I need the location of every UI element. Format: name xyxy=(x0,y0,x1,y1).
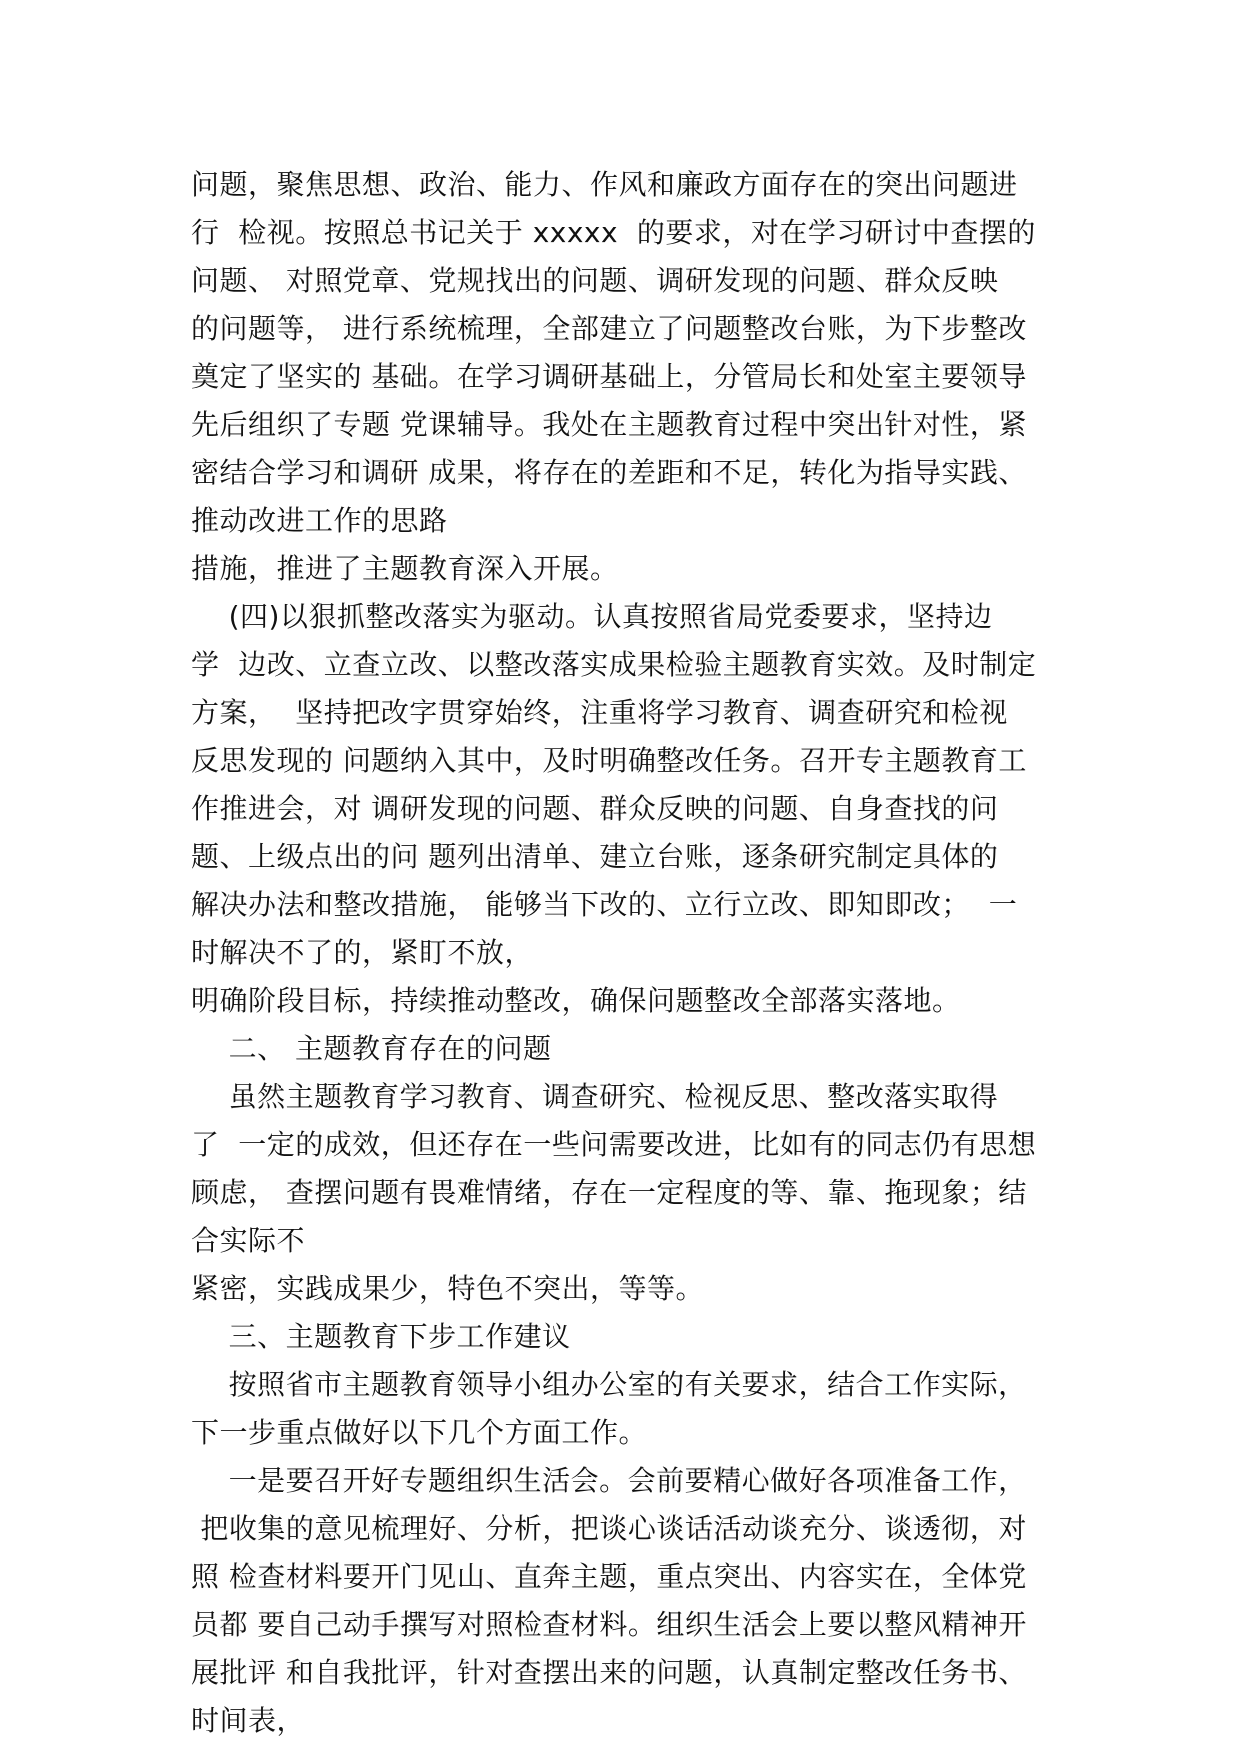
text-line: 下一步重点做好以下几个方面工作。 xyxy=(191,1416,648,1449)
text-line: 反思发现的 问题纳入其中，及时明确整改任务。召开专主题教育工 xyxy=(191,744,1027,777)
text-line: 照 检查材料要开门见山、直奔主题，重点突出、内容实在，全体党 xyxy=(191,1560,1027,1593)
text-line: 明确阶段目标，持续推动整改，确保问题整改全部落实落地。 xyxy=(191,984,961,1017)
text-line: 紧密，实践成果少，特色不突出，等等。 xyxy=(191,1272,705,1305)
text-line: 顾虑， 查摆问题有畏难情绪，存在一定程度的等、靠、拖现象；结 xyxy=(191,1176,1027,1209)
text-line: 二、 主题教育存在的问题 xyxy=(191,1032,552,1065)
text-line: 时间表， xyxy=(191,1704,306,1737)
text-line: 了 一定的成效，但还存在一些问需要改进，比如有的同志仍有思想 xyxy=(191,1128,1037,1161)
text-line: 行 检视。按照总书记关于 xxxxx 的要求，对在学习研讨中查摆的 xyxy=(191,216,1036,249)
text-line: 题、上级点出的问 题列出清单、建立台账，逐条研究制定具体的 xyxy=(191,840,999,873)
text-line: 三、主题教育下步工作建议 xyxy=(191,1320,571,1353)
text-line: 一是要召开好专题组织生活会。会前要精心做好各项准备工作， xyxy=(191,1464,1027,1497)
text-line: 问题，聚焦思想、政治、能力、作风和廉政方面存在的突出问题进 xyxy=(191,168,1018,201)
body-text xyxy=(191,161,1091,1745)
text-line: 措施，推进了主题教育深入开展。 xyxy=(191,552,619,585)
text-line: (四)以狠抓整改落实为驱动。认真按照省局党委要求，坚持边 xyxy=(191,600,993,633)
text-line: 问题、 对照党章、党规找出的问题、调研发现的问题、群众反映 xyxy=(191,264,999,297)
text-line: 作推进会，对 调研发现的问题、群众反映的问题、自身查找的问 xyxy=(191,792,999,825)
text-line: 密结合学习和调研 成果，将存在的差距和不足，转化为指导实践、 xyxy=(191,456,1027,489)
text-line: 学 边改、立查立改、以整改落实成果检验主题教育实效。及时制定 xyxy=(191,648,1037,681)
text-line: 虽然主题教育学习教育、调查研究、检视反思、整改落实取得 xyxy=(191,1080,999,1113)
text-line: 时解决不了的，紧盯不放， xyxy=(191,936,534,969)
text-line: 员都 要自己动手撰写对照检查材料。组织生活会上要以整风精神开 xyxy=(191,1608,1027,1641)
text-line: 先后组织了专题 党课辅导。我处在主题教育过程中突出针对性，紧 xyxy=(191,408,1027,441)
text-line: 推动改进工作的思路 xyxy=(191,504,448,537)
text-line: 按照省市主题教育领导小组办公室的有关要求，结合工作实际， xyxy=(191,1368,1027,1401)
text-line: 奠定了坚实的 基础。在学习调研基础上，分管局长和处室主要领导 xyxy=(191,360,1027,393)
text-line: 的问题等， 进行系统梳理，全部建立了问题整改台账，为下步整改 xyxy=(191,312,1027,345)
text-line: 解决办法和整改措施， 能够当下改的、立行立改、即知即改； 一 xyxy=(191,888,1018,921)
text-line: 合实际不 xyxy=(191,1224,306,1257)
text-line: 方案， 坚持把改字贯穿始终，注重将学习教育、调查研究和检视 xyxy=(191,696,1008,729)
text-line: 把收集的意见梳理好、分析，把谈心谈话活动谈充分、谈透彻，对 xyxy=(191,1512,1027,1545)
text-line: 展批评 和自我批评，针对查摆出来的问题，认真制定整改任务书、 xyxy=(191,1656,1027,1689)
